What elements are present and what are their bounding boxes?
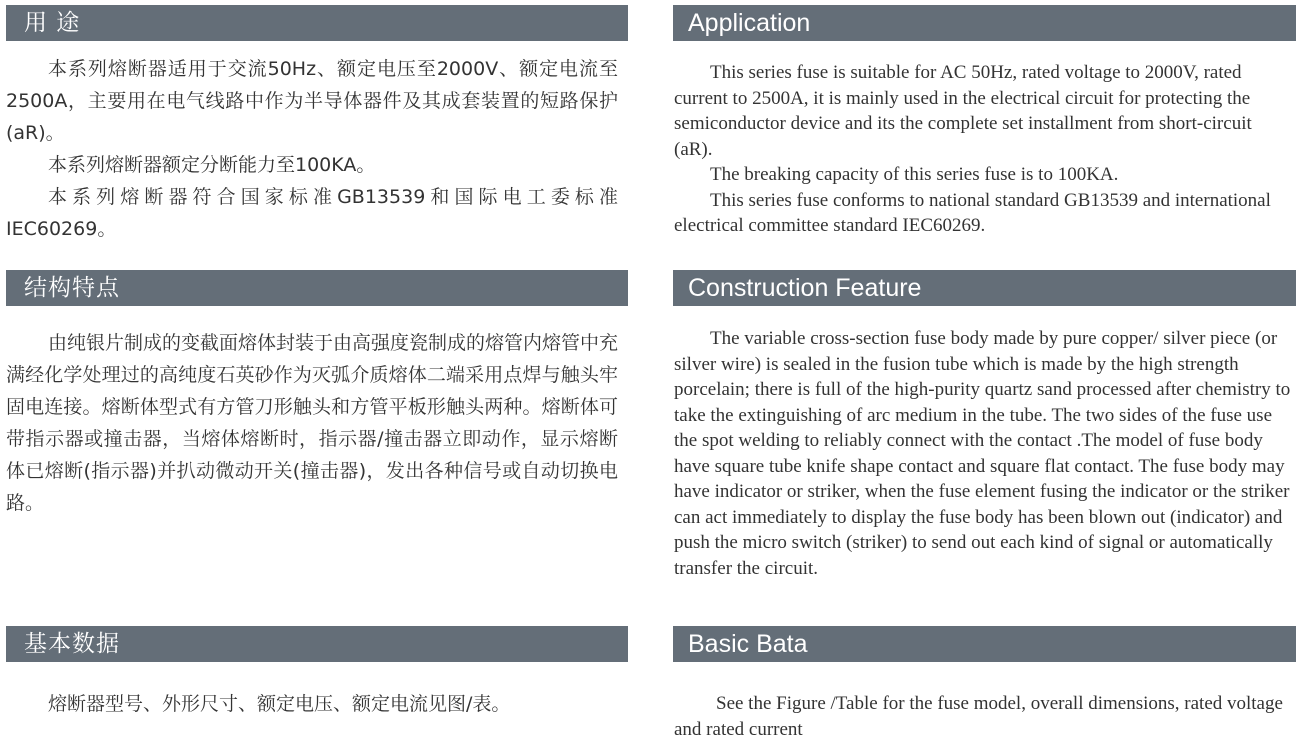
application-en-paragraph: The breaking capacity of this series fuse is to 100KA. — [710, 164, 1119, 185]
basic-data-text-en — [674, 691, 1292, 742]
basic-data-text-cn — [6, 688, 618, 720]
application-en-paragraph: This series fuse conforms to national standard GB13539 and international electrical committee standard IEC60269. — [674, 189, 1271, 236]
application-cn-paragraph: 本系列熔断器符合国家标准GB13539和国际电工委标准IEC60269。 — [6, 186, 618, 240]
construction-text-en — [674, 326, 1292, 581]
section-title-construction-cn: 结构特点 — [6, 270, 628, 306]
section-title-application-en: Application — [673, 5, 1296, 41]
section-title-basic-data-en: Basic Bata — [673, 626, 1296, 662]
application-text-cn — [6, 53, 618, 245]
section-title-construction-en: Construction Feature — [673, 270, 1296, 306]
application-en-paragraph: This series fuse is suitable for AC 50Hz, rated voltage to 2000V, rated current to 2500A, it is mainly used in the electrical circuit for protecting the semiconductor device and its the complete set installment from short-circuit (aR). — [674, 62, 1252, 160]
construction-text-cn — [6, 327, 618, 519]
application-cn-paragraph: 本系列熔断器适用于交流50Hz、额定电压至2000V、额定电流至2500A，主要用在电气线路中作为半导体器件及其成套装置的短路保护(aR)。 — [6, 58, 618, 144]
section-title-application-cn: 用 途 — [6, 5, 628, 41]
application-text-en — [674, 60, 1292, 239]
construction-cn-paragraph: 由纯银片制成的变截面熔体封装于由高强度瓷制成的熔管内熔管中充满经化学处理过的高纯度石英砂作为灭弧介质熔体二端采用点焊与触头牢固电连接。熔断体型式有方管刀形触头和方管平板形触头两种。熔断体可带指示器或撞击器，当熔体熔断时，指示器/撞击器立即动作，显示熔断体已熔断(指示器)并扒动微动开关(撞击器)，发出各种信号或自动切换电路。 — [6, 332, 619, 514]
application-cn-paragraph: 本系列熔断器额定分断能力至100KA。 — [48, 154, 376, 176]
construction-en-paragraph: The variable cross-section fuse body made by pure copper/ silver piece (or silver wire) is sealed in the fusion tube which is made by the high strength porcelain; there is full of the high-purity quartz sand processed after chemistry to take the extinguishing of arc medium in the tube. The two sides of the fuse use the spot welding to reliably connect with the contact .The model of fuse body have square tube knife shape contact and square flat contact. The fuse body may have indicator or striker, when the fuse element fusing the indicator or the striker can act immediately to display the fuse body has been blown out (indicator) and push the micro switch (striker) to send out each kind of signal or automatically transfer the circuit. — [674, 328, 1291, 579]
basic-data-cn-paragraph: 熔断器型号、外形尺寸、额定电压、额定电流见图/表。 — [48, 693, 511, 715]
basic-data-en-paragraph: See the Figure /Table for the fuse model, overall dimensions, rated voltage and rated current — [674, 693, 1283, 740]
section-title-basic-data-cn: 基本数据 — [6, 626, 628, 662]
